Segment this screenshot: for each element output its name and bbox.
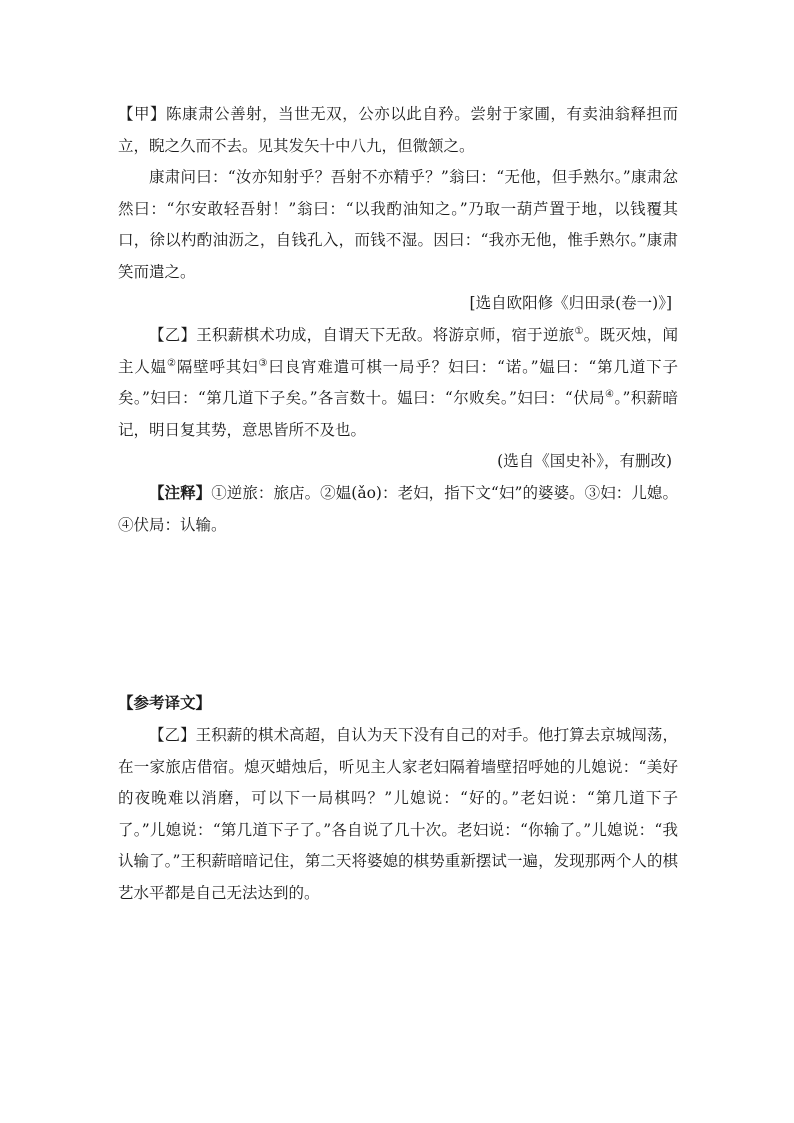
passage-jia-source: [选自欧阳修《归田录(卷一)》] (469, 294, 672, 312)
passage-yi-text-5: 。”积薪暗记，明日复其势，意思皆所不及也。 (118, 389, 678, 439)
translation-paragraph: 【乙】王积薪的棋术高超，自认为天下没有自己的对手。他打算去京城闯荡，在一家旅店借宿。熄灭蜡烛后，听见主人家老妇隔着墙壁招呼她的儿媳说：“美好的夜晚难以消磨，可以下一局棋吗？”儿媳说：“好的。”老妇说：“第几道下子了。”儿媳说：“第几道下子了。”各自说了几十次。老妇说：“你输了。”儿媳说：“我认输了。”王积薪暗暗记住，第二天将婆媳的棋势重新摆试一遍，发现那两个人的棋艺水平都是自己无法达到的。 (118, 726, 678, 902)
footnote-marker-3: ③ (258, 357, 269, 369)
passage-yi-source: (选自《国史补》，有删改) (497, 452, 672, 470)
passage-yi-text-2: 。既灭烛，闻主人媪 (118, 326, 678, 376)
annotation-paragraph (118, 477, 678, 541)
passage-jia-paragraph-1: 【甲】陈康肃公善射，当世无双，公亦以此自矜。尝射于家圃，有卖油翁释担而立，睨之久而不去。见其发矢十中八九，但微颔之。 (118, 105, 678, 155)
annotation-label: 【注释】 (149, 483, 212, 502)
footnote-marker-2: ② (167, 357, 177, 369)
passage-yi-text-4: 曰良宵难遣可棋一局乎？妇曰：“诺。”媪曰：“第几道下子矣。”妇曰：“第几道下子矣。”各言数十。媪曰：“尔败矣。”妇曰：“伏局 (118, 357, 679, 407)
passage-yi-paragraph (118, 320, 678, 446)
footnote-marker-4: ④ (604, 389, 615, 400)
footnote-marker-1: ① (574, 326, 584, 337)
passage-jia-paragraph-2: 康肃问曰：“汝亦知射乎？吾射不亦精乎？”翁曰：“无他，但手熟尔。”康肃忿然曰：“尔安敢轻吾射！”翁曰：“以我酌油知之。”乃取一葫芦置于地，以钱覆其口，徐以杓酌油沥之，自钱孔入，而钱不湿。因曰：“我亦无他，惟手熟尔。”康肃笑而遣之。 (118, 168, 678, 281)
annotation-text: ①逆旅：旅店。②媪(ǎo)：老妇，指下文“妇”的婆婆。③妇：儿媳。④伏局：认输。 (118, 484, 678, 534)
passage-yi-text-1: 【乙】王积薪棋术功成，自谓天下无敌。将游京师，宿于逆旅 (149, 326, 575, 344)
translation-heading: 【参考译文】 (118, 693, 212, 712)
passage-yi-text-3: 隔壁呼其妇 (176, 357, 259, 376)
